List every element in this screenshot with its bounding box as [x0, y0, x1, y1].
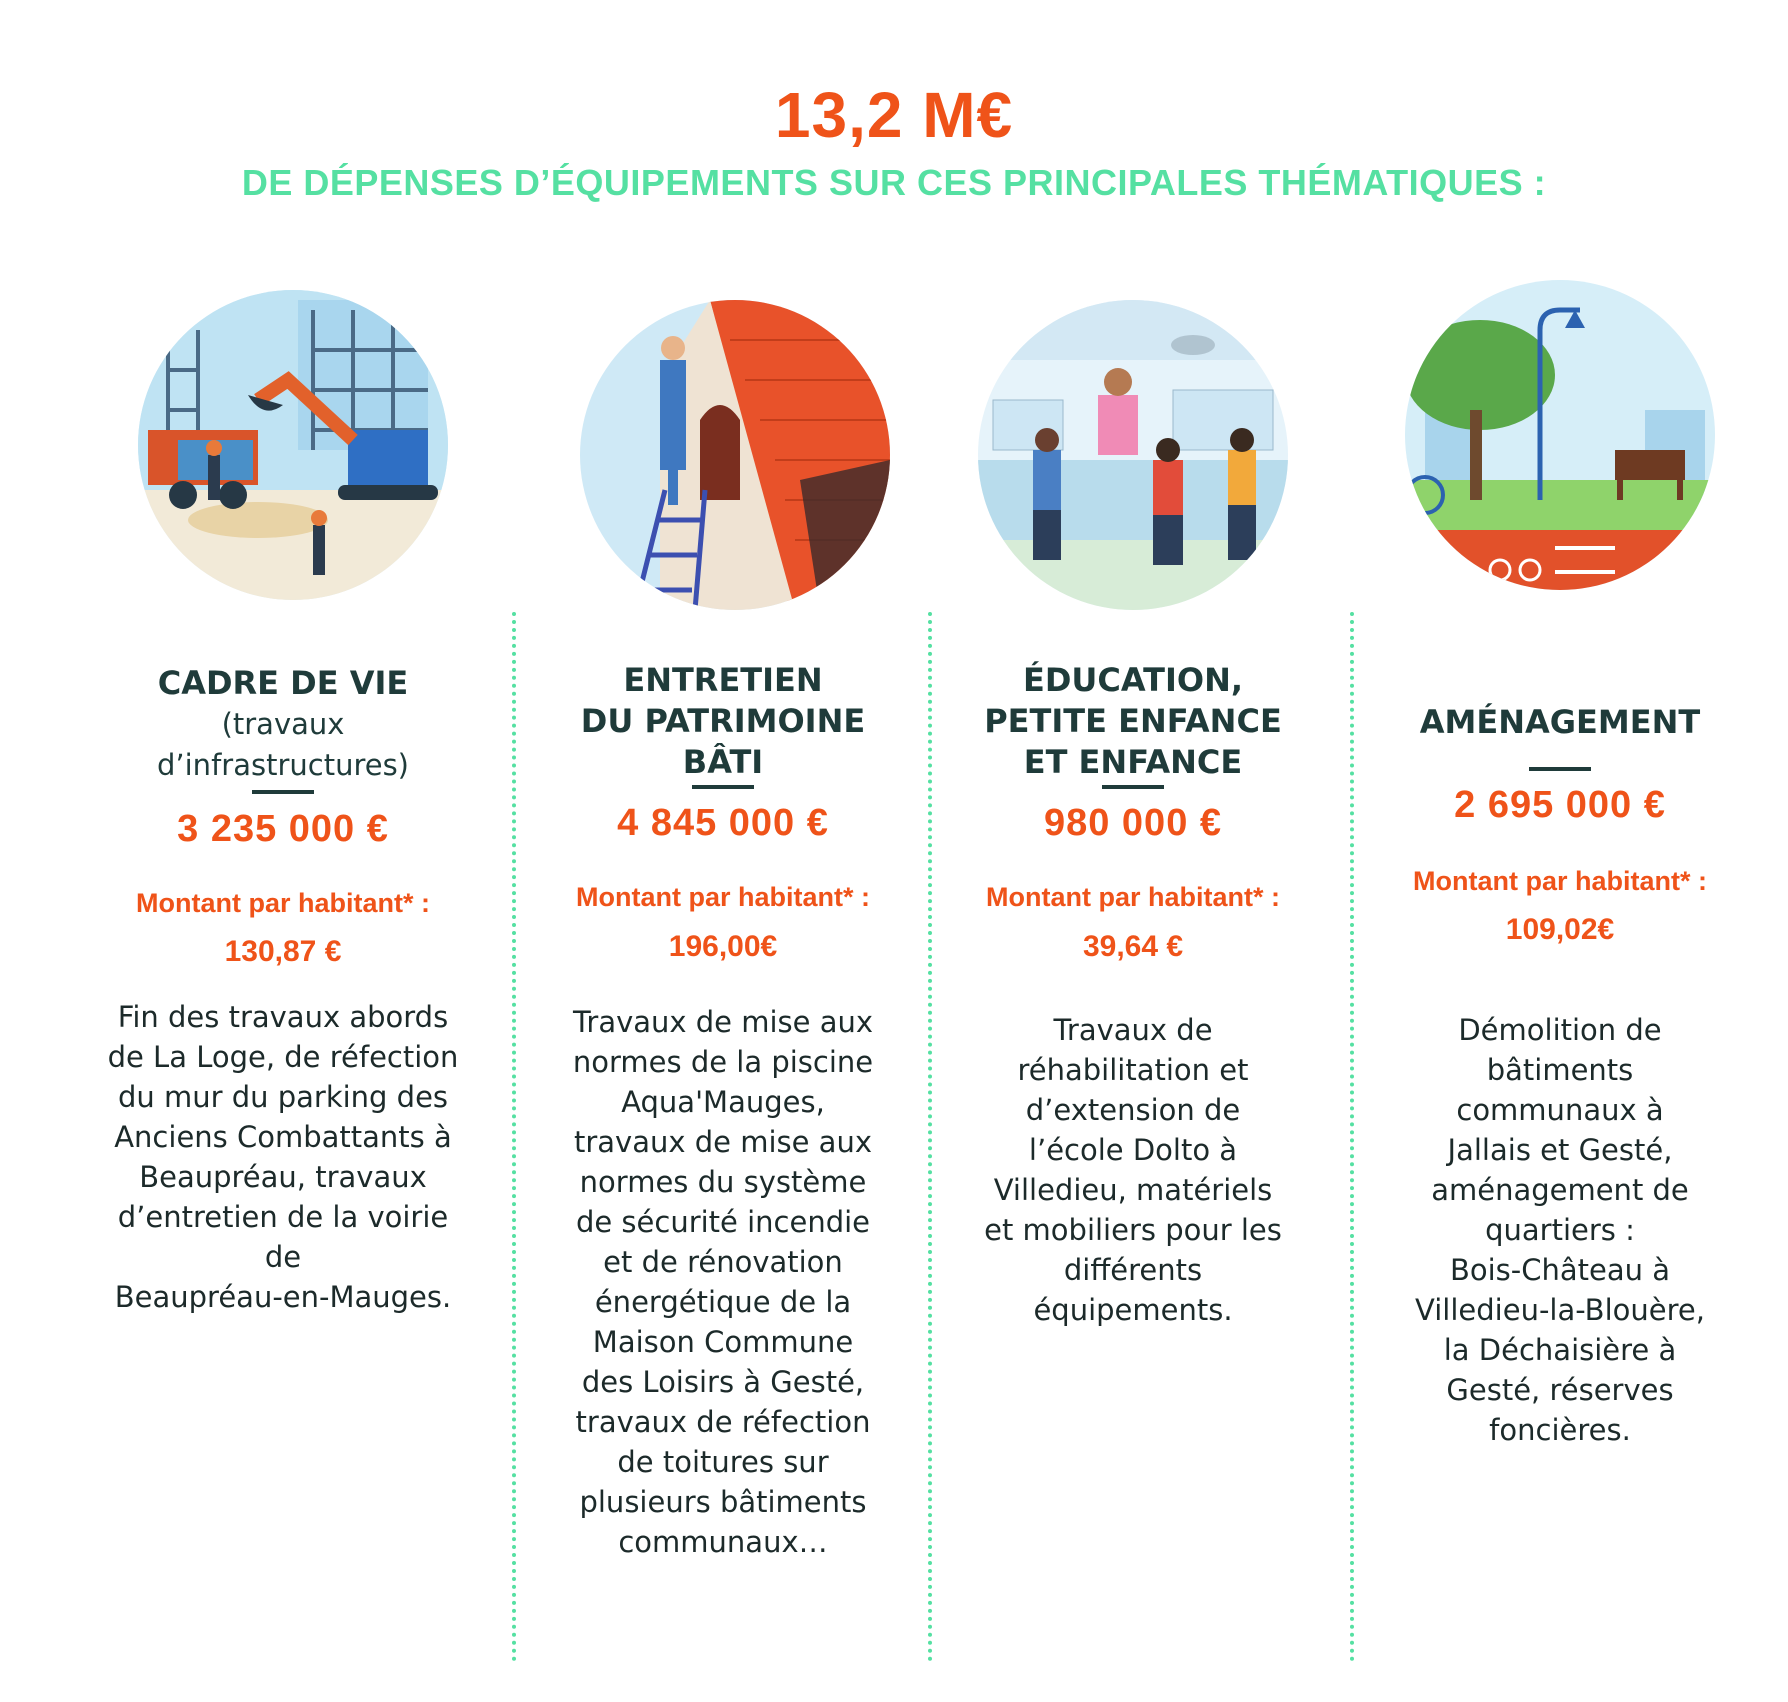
amount-value: 4 845 000 €	[617, 802, 829, 844]
per-habitant-label: Montant par habitant* :	[576, 882, 870, 912]
per-habitant-value: 130,87 €	[224, 935, 342, 968]
column-description: Démolition de bâtiments communaux à Jallais et Gesté, aménagement de quartiers : Bois-Château à Villedieu-la-Blouère, la Déchaisière à Gesté, réserves foncières.	[1415, 1013, 1705, 1447]
column-description: Fin des travaux abords de La Loge, de réfection du mur du parking des Anciens Combattants à Beaupréau, travaux d’entretien de la voirie de Beaupréau-en-Mauges.	[107, 1000, 459, 1314]
title-underline	[252, 790, 314, 794]
column-title: ÉDUCATION, PETITE ENFANCE ET ENFANCE	[984, 661, 1282, 781]
dotted-divider	[1350, 612, 1354, 1662]
per-habitant-label: Montant par habitant* :	[1413, 866, 1707, 896]
headline-subtitle: DE DÉPENSES D’ÉQUIPEMENTS SUR CES PRINCIPALES THÉMATIQUES :	[241, 162, 1547, 203]
column-subtitle: (travaux d’infrastructures)	[157, 707, 409, 782]
per-habitant-value: 39,64 €	[1082, 930, 1184, 963]
roof-repair-illustration	[580, 300, 890, 610]
column-description: Travaux de mise aux normes de la piscine Aqua'Mauges, travaux de mise aux normes du système de sécurité incendie et de rénovation énergétique de la Maison Commune des Loisirs à Gesté, travaux de réfection de toitures sur plusieurs bâtiments communaux…	[572, 1005, 874, 1559]
per-habitant-label: Montant par habitant* :	[136, 888, 430, 918]
per-habitant-label: Montant par habitant* :	[986, 882, 1280, 912]
school-canteen-illustration	[978, 300, 1288, 610]
headline-total: 13,2 M€	[774, 79, 1014, 151]
title-underline	[1102, 785, 1164, 789]
per-habitant-value: 196,00€	[668, 930, 778, 963]
amount-value: 3 235 000 €	[177, 808, 389, 850]
amount-value: 980 000 €	[1043, 802, 1223, 844]
dotted-divider	[928, 612, 932, 1662]
column-title	[88, 663, 478, 786]
column-title: ENTRETIEN DU PATRIMOINE BÂTI	[580, 661, 866, 781]
column-title: AMÉNAGEMENT	[1419, 703, 1701, 741]
title-underline	[1529, 767, 1591, 771]
column-title-text: CADRE DE VIE	[157, 664, 409, 702]
column-description: Travaux de réhabilitation et d’extension de l’école Dolto à Villedieu, matériels et mobiliers pour les différents équipements.	[984, 1013, 1282, 1327]
amount-value: 2 695 000 €	[1454, 784, 1666, 826]
construction-site-illustration	[138, 290, 448, 600]
per-habitant-value: 109,02€	[1505, 913, 1615, 946]
title-underline	[692, 785, 754, 789]
dotted-divider	[512, 612, 516, 1662]
park-cycle-lane-illustration	[1405, 280, 1715, 590]
